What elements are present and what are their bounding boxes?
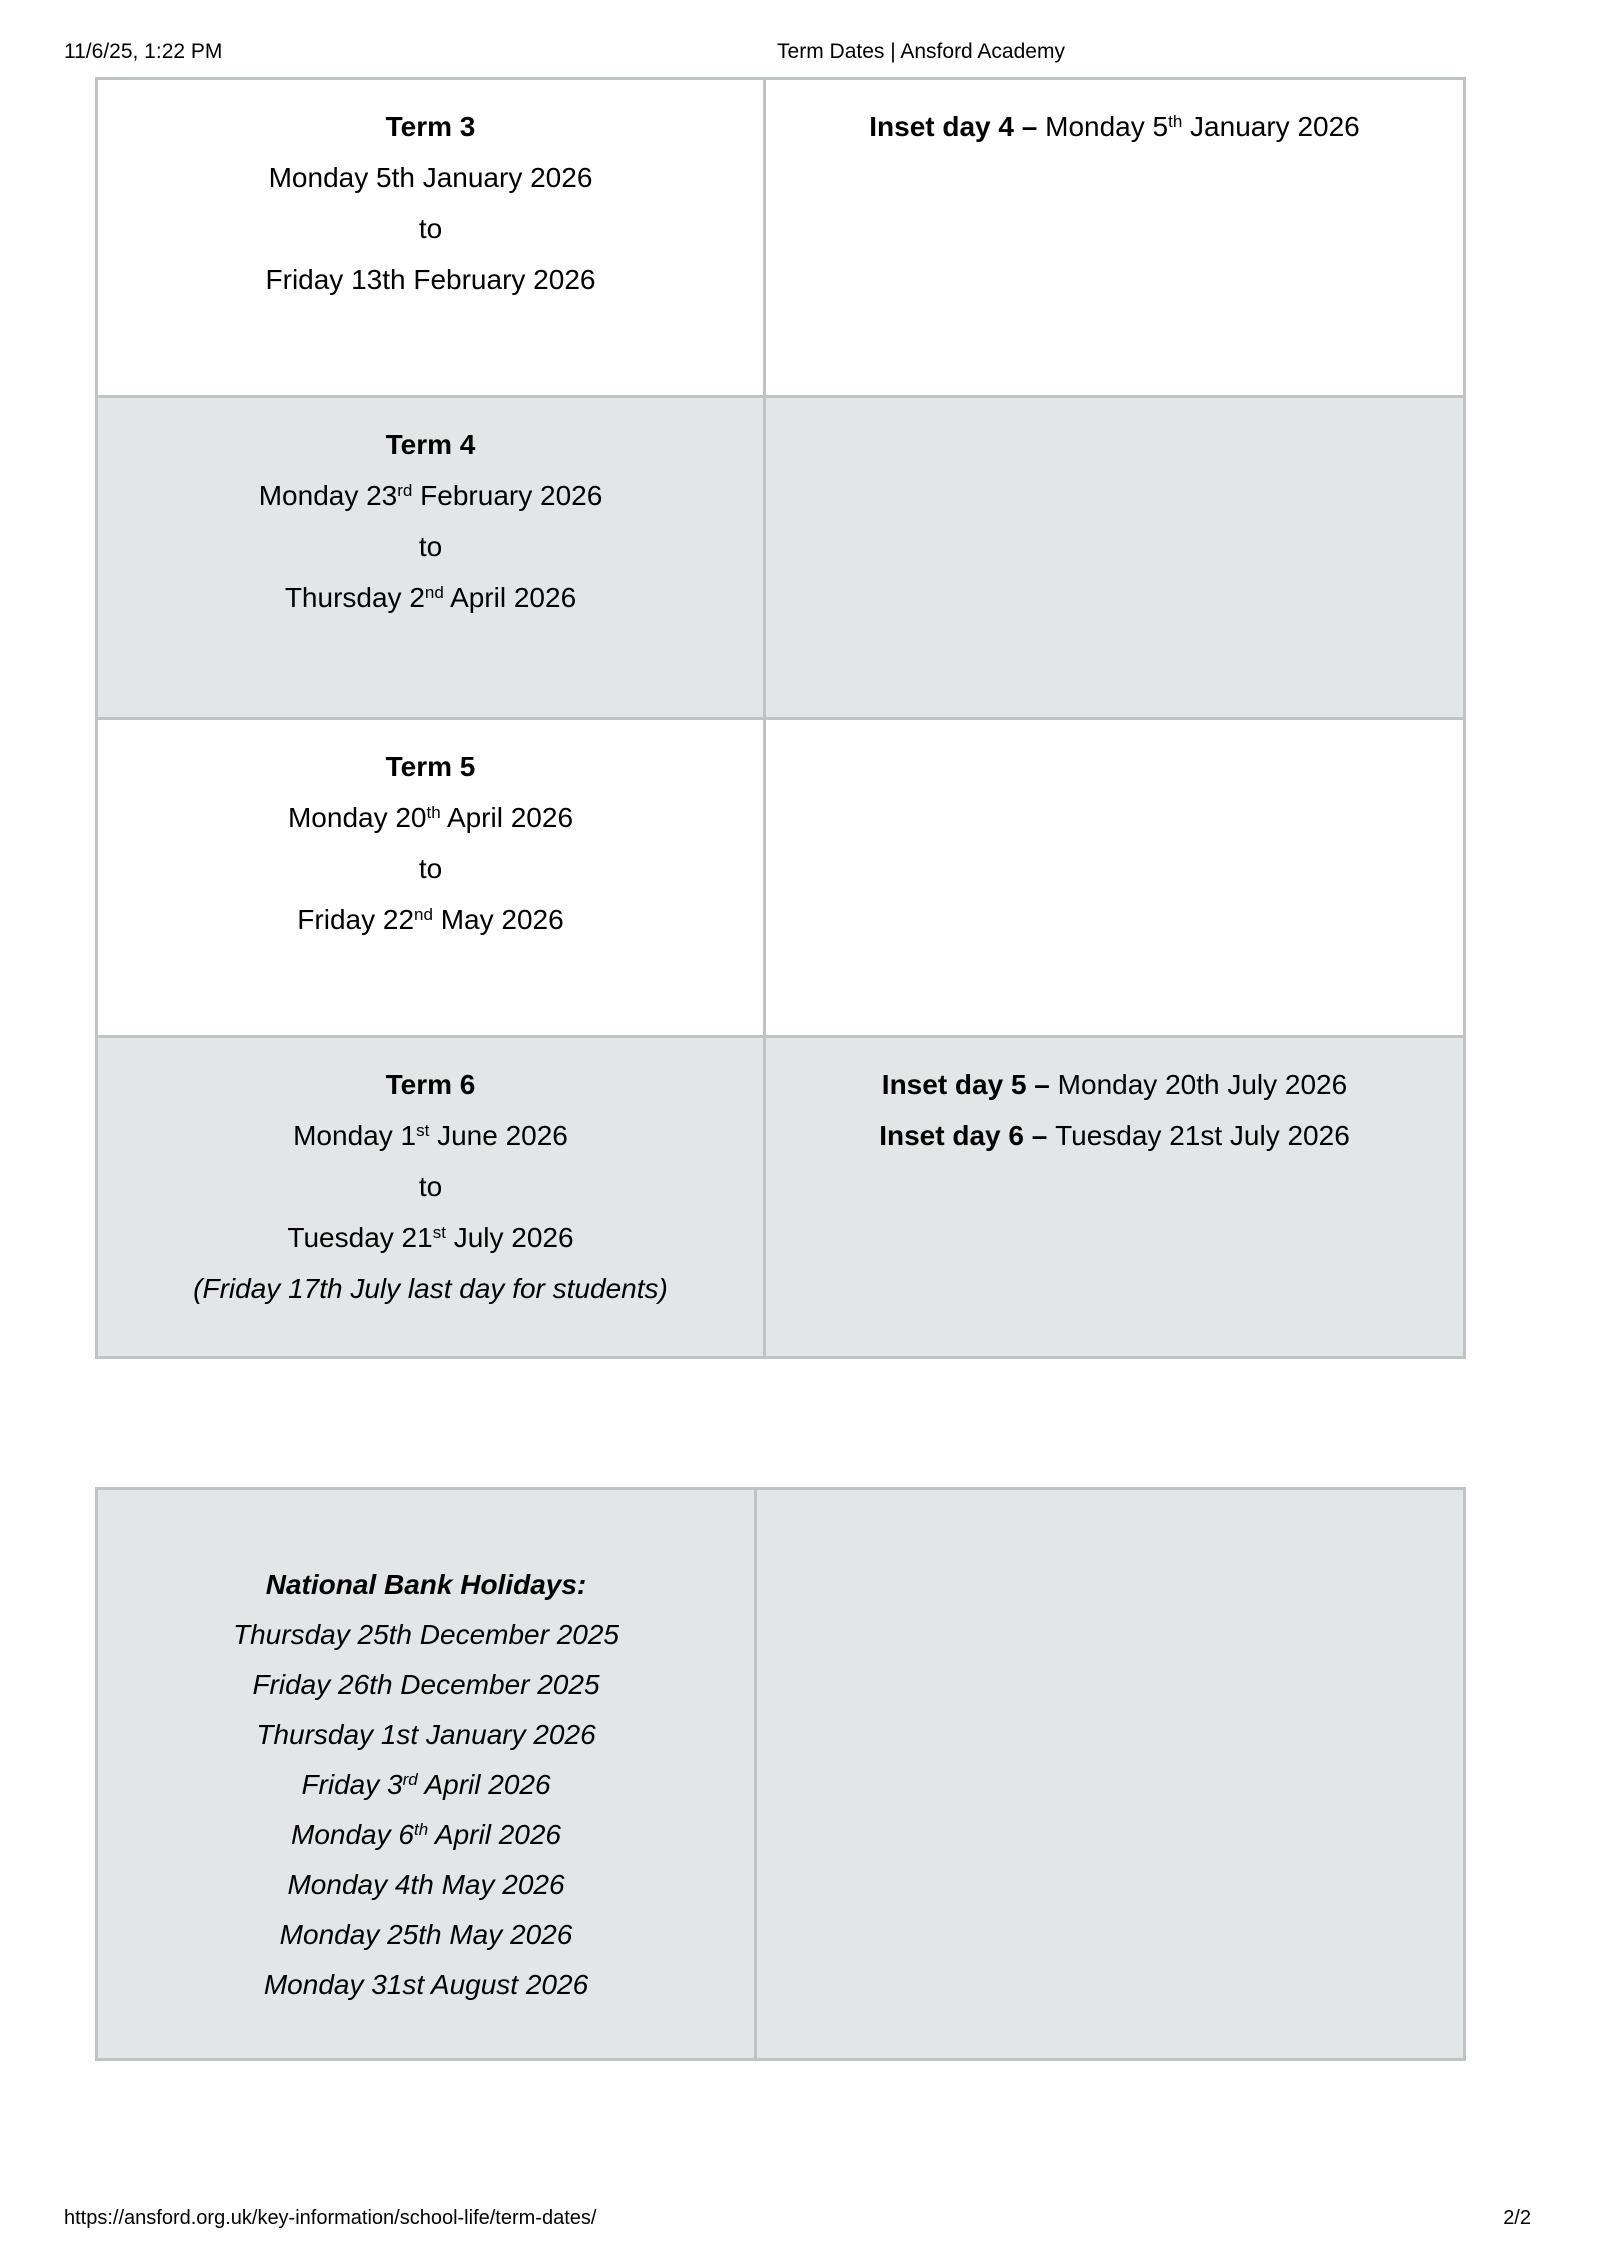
text-segment: February 2026	[412, 480, 603, 511]
term-date-line	[110, 572, 751, 623]
text-segment: Thursday 2	[284, 582, 425, 613]
ordinal-superscript: th	[413, 1819, 429, 1839]
term-date-line	[110, 1212, 751, 1263]
bank-holidays-cell	[97, 1489, 756, 2060]
text-segment: Monday 20th July 2026	[1057, 1069, 1348, 1100]
inset-day-cell	[765, 1037, 1465, 1358]
ordinal-superscript: nd	[414, 904, 433, 924]
text-segment: July 2026	[445, 1222, 574, 1253]
term-row	[97, 79, 1465, 397]
bank-holidays-table-body	[97, 1489, 1465, 2060]
text-segment: Monday 5th January 2026	[268, 162, 593, 193]
text-segment: to	[418, 213, 443, 244]
inset-day-cell	[765, 719, 1465, 1037]
term-dates-table-body	[97, 79, 1465, 1358]
term-cell	[97, 397, 765, 719]
text-segment: January 2026	[1182, 111, 1360, 142]
print-header-title: Term Dates | Ansford Academy	[777, 40, 1065, 63]
term-date-line	[110, 843, 751, 894]
ordinal-superscript: th	[1168, 111, 1183, 131]
term-row	[97, 1037, 1465, 1358]
bank-holiday-line	[110, 1660, 742, 1710]
text-segment: Monday 20	[287, 802, 427, 833]
term-date-line	[110, 101, 751, 152]
term-date-line	[110, 1161, 751, 1212]
text-segment: April 2026	[428, 1819, 561, 1850]
ordinal-superscript: rd	[402, 1769, 418, 1789]
text-segment: Monday 25th May 2026	[279, 1919, 573, 1950]
bank-holiday-line	[110, 1960, 742, 2010]
ordinal-superscript: st	[416, 1120, 430, 1140]
text-segment: April 2026	[440, 802, 574, 833]
text-segment: Inset day 5 –	[881, 1069, 1058, 1100]
text-segment: to	[418, 1171, 443, 1202]
bank-holiday-line	[110, 1810, 742, 1860]
text-segment: Monday 1	[293, 1120, 417, 1151]
text-segment: Friday 13th February 2026	[265, 264, 596, 295]
inset-day-line	[778, 1110, 1451, 1161]
bank-holidays-empty-cell	[756, 1489, 1465, 2060]
term-date-line	[110, 470, 751, 521]
term-date-line	[110, 792, 751, 843]
term-date-line	[110, 203, 751, 254]
text-segment: (Friday 17th July last day for students)	[193, 1273, 668, 1304]
text-segment: Monday 5	[1045, 111, 1169, 142]
bank-holiday-line	[110, 1760, 742, 1810]
text-segment: Inset day 4 –	[869, 111, 1046, 142]
bank-holidays-table	[95, 1487, 1466, 2061]
text-segment: Monday 4th May 2026	[287, 1869, 565, 1900]
inset-day-line	[778, 1059, 1451, 1110]
text-segment: to	[418, 853, 443, 884]
text-segment: Friday 22	[297, 904, 415, 935]
bank-holiday-line	[110, 1860, 742, 1910]
bank-holiday-line	[110, 1710, 742, 1760]
term-date-line	[110, 894, 751, 945]
inset-day-cell	[765, 397, 1465, 719]
ordinal-superscript: st	[432, 1222, 446, 1242]
bank-holidays-row	[97, 1489, 1465, 2060]
term-date-line	[110, 1059, 751, 1110]
term-date-line	[110, 1263, 751, 1314]
text-segment: May 2026	[432, 904, 564, 935]
text-segment: Thursday 1st January 2026	[256, 1719, 596, 1750]
term-date-line	[110, 254, 751, 305]
ordinal-superscript: nd	[424, 582, 444, 602]
text-segment: National Bank Holidays:	[265, 1569, 587, 1600]
term-date-line	[110, 1110, 751, 1161]
bank-holiday-line	[110, 1560, 742, 1610]
text-segment: Tuesday 21	[287, 1222, 433, 1253]
text-segment: Term 3	[385, 111, 476, 142]
term-row	[97, 719, 1465, 1037]
print-footer-page-number: 2/2	[1503, 2207, 1531, 2229]
text-segment: Monday 31st August 2026	[263, 1969, 589, 2000]
text-segment: Term 5	[385, 751, 476, 782]
text-segment: Friday 26th December 2025	[252, 1669, 600, 1700]
term-date-line	[110, 419, 751, 470]
inset-day-cell	[765, 79, 1465, 397]
bank-holiday-line	[110, 1610, 742, 1660]
text-segment: June 2026	[429, 1120, 568, 1151]
text-segment: Friday 3	[301, 1769, 403, 1800]
term-row	[97, 397, 1465, 719]
text-segment: Monday 6	[291, 1819, 414, 1850]
ordinal-superscript: rd	[397, 480, 413, 500]
text-segment: Tuesday 21st July 2026	[1055, 1120, 1350, 1151]
term-cell	[97, 79, 765, 397]
term-date-line	[110, 152, 751, 203]
text-segment: Term 6	[385, 1069, 476, 1100]
term-date-line	[110, 741, 751, 792]
print-header-datetime: 11/6/25, 1:22 PM	[64, 40, 223, 63]
term-cell	[97, 719, 765, 1037]
text-segment: Term 4	[385, 429, 476, 460]
term-dates-table	[95, 77, 1466, 1359]
print-footer-url: https://ansford.org.uk/key-information/school-life/term-dates/	[64, 2207, 597, 2229]
term-cell	[97, 1037, 765, 1358]
text-segment: Thursday 25th December 2025	[233, 1619, 619, 1650]
text-segment: April 2026	[417, 1769, 551, 1800]
text-segment: April 2026	[443, 582, 577, 613]
text-segment: Inset day 6 –	[879, 1120, 1056, 1151]
inset-day-line	[778, 101, 1451, 152]
text-segment: to	[418, 531, 443, 562]
bank-holiday-line	[110, 1910, 742, 1960]
text-segment: Monday 23	[258, 480, 398, 511]
ordinal-superscript: th	[426, 802, 441, 822]
term-date-line	[110, 521, 751, 572]
